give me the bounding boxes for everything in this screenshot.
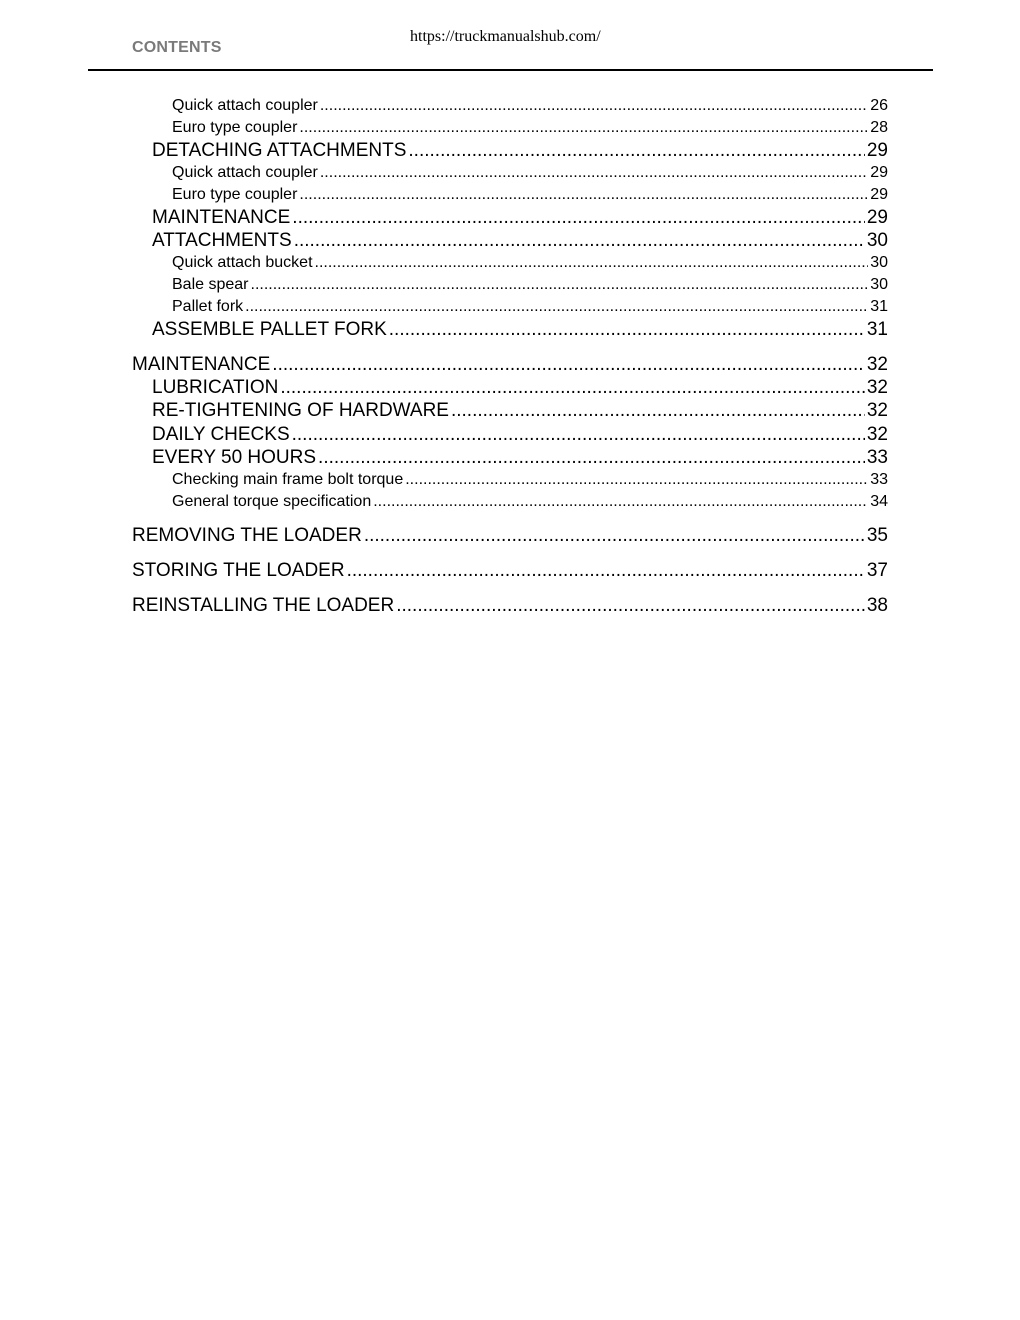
toc-entry[interactable] [172, 471, 888, 489]
toc-dot-leader [245, 298, 868, 316]
toc-entry-title: MAINTENANCE [132, 354, 271, 375]
toc-entry-title: Quick attach coupler [172, 97, 318, 114]
toc-entry-title: LUBRICATION [152, 377, 279, 398]
toc-entry-page: 29 [866, 207, 888, 228]
toc-entry-page: 29 [870, 164, 888, 181]
toc-entry-title: ATTACHMENTS [152, 230, 292, 251]
toc-entry-page: 31 [866, 319, 888, 340]
toc-entry-title: MAINTENANCE [152, 207, 291, 228]
toc-entry-title: REINSTALLING THE LOADER [132, 595, 395, 616]
toc-entry[interactable] [152, 400, 888, 422]
toc-entry-page: 32 [866, 400, 888, 421]
section-header-label: CONTENTS [132, 39, 222, 56]
toc-entry-title: ASSEMBLE PALLET FORK [152, 319, 387, 340]
toc-entry[interactable] [152, 319, 888, 341]
toc-entry[interactable] [152, 424, 888, 446]
toc-entry-page: 32 [866, 377, 888, 398]
toc-dot-leader [251, 276, 869, 294]
toc-entry[interactable] [172, 254, 888, 272]
header-divider [88, 69, 933, 71]
toc-entry-page: 32 [866, 354, 888, 375]
source-url: https://truckmanualshub.com/ [410, 28, 601, 45]
toc-dot-leader [405, 471, 868, 489]
toc-entry[interactable] [172, 298, 888, 316]
toc-entry-title: Quick attach bucket [172, 254, 313, 271]
toc-entry[interactable] [172, 493, 888, 511]
toc-dot-leader [272, 354, 865, 376]
toc-entry-title: Pallet fork [172, 298, 244, 315]
toc-entry-page: 30 [870, 276, 888, 293]
toc-dot-leader [299, 186, 868, 204]
toc-dot-leader [315, 254, 869, 272]
toc-entry-page: 33 [866, 447, 888, 468]
toc-dot-leader [294, 230, 865, 252]
toc-entry[interactable] [132, 525, 888, 547]
toc-dot-leader [318, 447, 865, 469]
toc-entry-title: RE-TIGHTENING OF HARDWARE [152, 400, 449, 421]
toc-dot-leader [451, 400, 865, 422]
toc-entry[interactable] [152, 377, 888, 399]
toc-entry-title: STORING THE LOADER [132, 560, 345, 581]
toc-dot-leader [292, 424, 865, 446]
toc-entry[interactable] [132, 560, 888, 582]
toc-dot-leader [373, 493, 868, 511]
toc-entry-page: 26 [870, 97, 888, 114]
toc-entry-page: 31 [870, 298, 888, 315]
toc-entry-title: Bale spear [172, 276, 249, 293]
toc-entry-page: 29 [866, 140, 888, 161]
toc-entry-title: Checking main frame bolt torque [172, 471, 404, 488]
toc-entry[interactable] [172, 186, 888, 204]
toc-entry-title: Euro type coupler [172, 119, 298, 136]
toc-entry[interactable] [152, 447, 888, 469]
toc-dot-leader [389, 319, 865, 341]
toc-entry[interactable] [152, 230, 888, 252]
toc-dot-leader [292, 207, 865, 229]
toc-entry[interactable] [172, 119, 888, 137]
toc-entry-page: 38 [866, 595, 888, 616]
toc-entry-page: 29 [870, 186, 888, 203]
toc-dot-leader [396, 595, 865, 617]
toc-entry-title: EVERY 50 HOURS [152, 447, 317, 468]
toc-entry-title: Quick attach coupler [172, 164, 318, 181]
toc-entry-title: Euro type coupler [172, 186, 298, 203]
toc-entry[interactable] [172, 97, 888, 115]
toc-entry[interactable] [152, 140, 888, 162]
toc-entry-page: 28 [870, 119, 888, 136]
toc-entry[interactable] [132, 595, 888, 617]
toc-entry[interactable] [132, 354, 888, 376]
toc-entry-title: REMOVING THE LOADER [132, 525, 362, 546]
toc-dot-leader [408, 140, 864, 162]
toc-entry-title: DAILY CHECKS [152, 424, 290, 445]
toc-dot-leader [347, 560, 865, 582]
toc-entry-page: 34 [870, 493, 888, 510]
toc-entry-page: 32 [866, 424, 888, 445]
toc-dot-leader [280, 377, 865, 399]
toc-entry-page: 30 [870, 254, 888, 271]
toc-entry-page: 37 [866, 560, 888, 581]
toc-entry[interactable] [152, 207, 888, 229]
toc-entry-title: DETACHING ATTACHMENTS [152, 140, 407, 161]
toc-entry-page: 30 [866, 230, 888, 251]
toc-dot-leader [320, 97, 868, 115]
toc-entry-page: 35 [866, 525, 888, 546]
toc-entry[interactable] [172, 164, 888, 182]
toc-dot-leader [299, 119, 868, 137]
toc-entry-page: 33 [870, 471, 888, 488]
toc-entry-title: General torque specification [172, 493, 372, 510]
toc-entry[interactable] [172, 276, 888, 294]
toc-dot-leader [364, 525, 865, 547]
toc-dot-leader [320, 164, 868, 182]
